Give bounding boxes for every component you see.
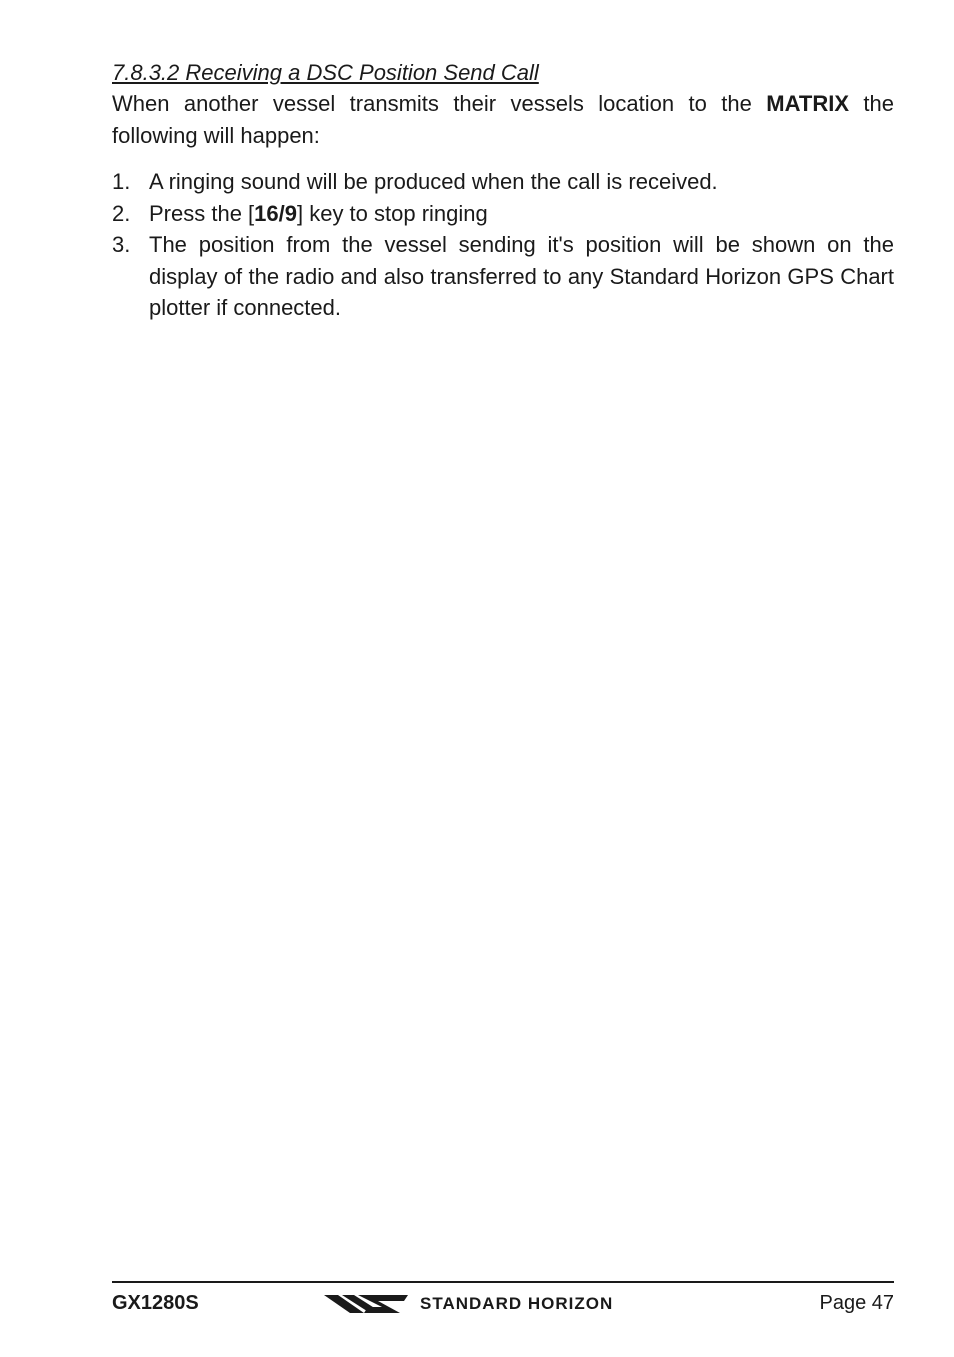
step-text: The position from the vessel sending it's position will be shown on the display of the radio and also transferred to any Standard Horizon GPS Chart plotter if connected. xyxy=(149,232,894,320)
intro-text-start: When another vessel transmits their vessels location to the xyxy=(112,91,767,116)
brand-emblem-icon xyxy=(324,1292,410,1316)
page-number: Page 47 xyxy=(819,1292,894,1314)
model-name: GX1280S xyxy=(112,1292,199,1314)
key-label: 16/9 xyxy=(254,200,297,226)
page-content xyxy=(112,57,894,324)
brand-name: STANDARD HORIZON xyxy=(420,1294,614,1313)
step-item xyxy=(112,166,894,198)
brand-logo xyxy=(324,1291,613,1317)
product-name: MATRIX xyxy=(766,91,849,116)
section-heading: 7.8.3.2 Receiving a DSC Position Send Call xyxy=(112,60,539,85)
step-number: 3. xyxy=(112,232,131,257)
step-text: A ringing sound will be produced when the call is received. xyxy=(149,169,718,194)
step-item xyxy=(112,198,894,230)
step-text-end: ] key to stop ringing xyxy=(296,200,488,226)
intro-paragraph xyxy=(112,88,894,152)
page-footer xyxy=(112,1289,894,1319)
step-number: 2. xyxy=(112,200,131,226)
intro-text-end: the following will happen: xyxy=(112,91,894,148)
step-item xyxy=(112,229,894,324)
step-text-start: Press the [ xyxy=(149,200,255,226)
step-number: 1. xyxy=(112,169,131,194)
footer-divider xyxy=(112,1281,894,1283)
steps-list xyxy=(112,166,894,324)
